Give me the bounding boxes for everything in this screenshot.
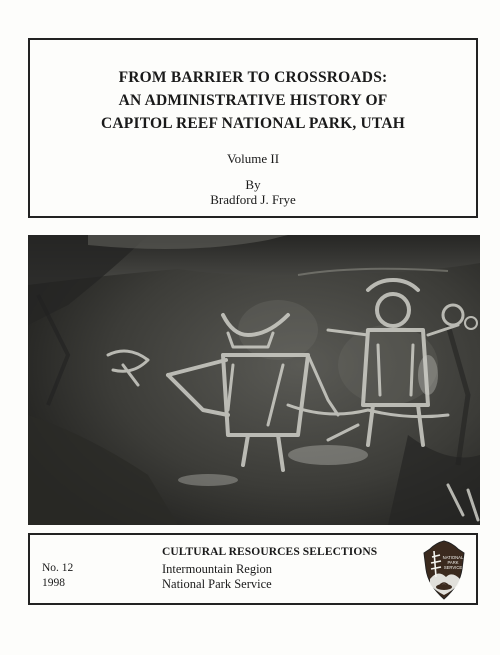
title-line-1: FROM BARRIER TO CROSSROADS:: [118, 69, 388, 86]
region-name: Intermountain Region: [162, 562, 273, 576]
by-label: By: [245, 177, 261, 192]
logo-text-1: NATIONAL: [442, 555, 464, 560]
author-name: Bradford J. Frye: [210, 192, 296, 207]
agency-name: National Park Service: [162, 577, 272, 591]
title-line-3: CAPITOL REEF NATIONAL PARK, UTAH: [101, 115, 405, 132]
logo-text-2: PARK: [447, 560, 459, 565]
publication-year: 1998: [42, 577, 65, 589]
series-title: CULTURAL RESOURCES SELECTIONS: [162, 546, 378, 558]
title-block: [30, 66, 476, 135]
title-line-2: AN ADMINISTRATIVE HISTORY OF: [118, 92, 388, 109]
petroglyph-image: [28, 235, 480, 525]
petroglyph-photo: [28, 235, 480, 525]
logo-text-3: SERVICE: [443, 565, 463, 570]
series-number: No. 12: [42, 562, 74, 574]
nps-arrowhead-icon: [422, 539, 466, 601]
footer-box: [28, 533, 478, 605]
volume-label: Volume II: [226, 151, 280, 166]
title-box: [28, 38, 478, 218]
